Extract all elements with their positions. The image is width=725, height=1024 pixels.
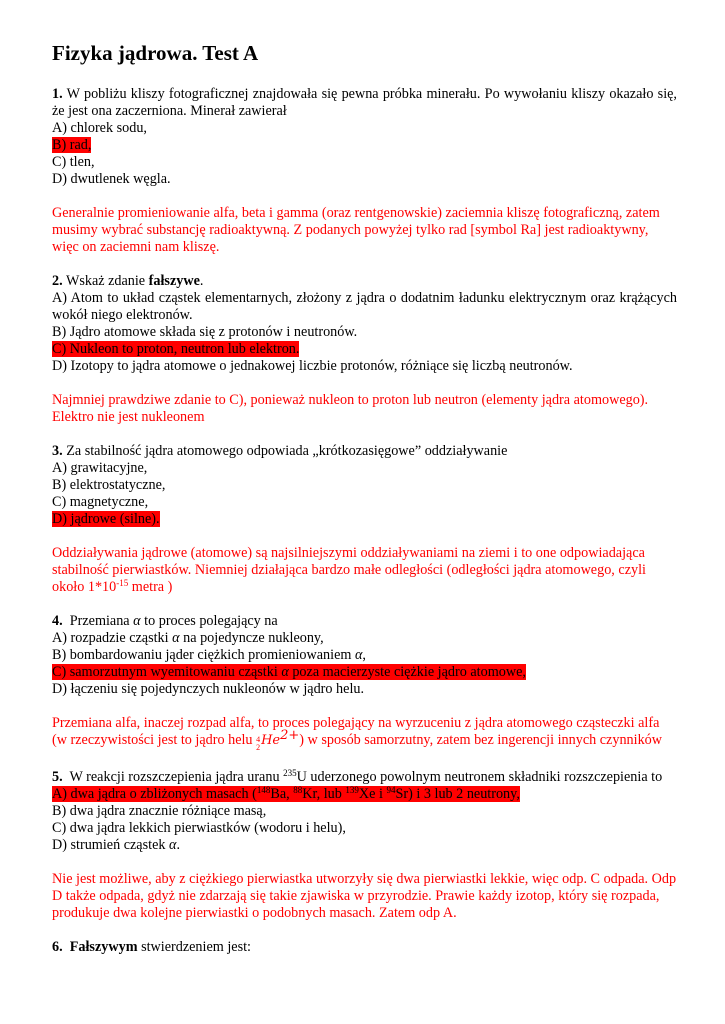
helium-nuclide-indices — [256, 736, 260, 752]
option-correct — [52, 786, 677, 803]
option: B) bombardowaniu jąder ciężkich promieniowaniem α, — [52, 647, 366, 663]
mass-number: 4 — [256, 735, 261, 744]
explanation-2: Najmniej prawdziwe zdanie to C), ponieważ nukleon to proton lub neutron (elementy jądra atomowego). Elektro nie jest nukleonem — [52, 392, 649, 425]
question-number: 1. — [52, 86, 63, 102]
question-2 — [52, 273, 677, 375]
mass-number: 235 — [283, 768, 297, 778]
mass-number: 139 — [345, 785, 359, 795]
option: D) strumień cząstek α. — [52, 837, 181, 853]
page-title: Fizyka jądrowa. Test A — [52, 41, 259, 65]
question-number: 4. — [52, 613, 63, 629]
question-1-stem — [52, 86, 677, 120]
question-2-stem — [52, 273, 677, 290]
alpha-symbol: α — [281, 664, 289, 680]
explanation-text: ) w sposób samorzutny, zatem bez ingerencji innych czynników — [299, 732, 663, 748]
explanation-4 — [52, 715, 677, 752]
question-text: . — [199, 273, 204, 289]
explanation-1: Generalnie promieniowanie alfa, beta i gamma (oraz rentgenowskie) zaciemnia kliszę fotograficzną, zatem musimy wybrać substancję radioaktywną. Z podanych powyżej tylko rad [symbol Ra] jest radioaktywny, więc on zaciemni nam kliszę. — [52, 205, 660, 255]
question-4-stem — [52, 613, 677, 630]
alpha-symbol: α — [354, 647, 363, 663]
question-text: stwierdzeniem jest: — [137, 939, 251, 955]
question-text: W reakcji rozszczepienia jądra uranu — [69, 769, 284, 785]
option: A) chlorek sodu, — [52, 120, 147, 136]
explanation-text: Przemiana alfa, inaczej rozpad alfa, to proces polegający na wyrzuceniu z jądra atomowego cząsteczki alfa (w rzeczywistości jest to jądro helu — [52, 715, 660, 748]
alpha-symbol: α — [172, 630, 180, 646]
option: B) dwa jądra znacznie różniące masą, — [52, 803, 267, 819]
option: C) tlen, — [52, 154, 95, 170]
question-1 — [52, 86, 677, 188]
mass-number: 94 — [386, 785, 396, 795]
question-number: 3. — [52, 443, 63, 459]
question-5-stem — [52, 769, 677, 786]
option: D) łączeniu się pojedynczych nukleonów w jądro helu. — [52, 681, 365, 697]
question-6 — [52, 939, 677, 956]
option: B) Jądro atomowe składa się z protonów i neutronów. — [52, 324, 358, 340]
question-number: 2. — [52, 273, 63, 289]
question-emphasis: fałszywe — [148, 273, 200, 289]
question-emphasis: Fałszywym — [69, 939, 138, 955]
answer-highlight: C) samorzutnym wyemitowaniu cząstki α poza macierzyste ciężkie jądro atomowe, — [52, 664, 526, 680]
exponent: -15 — [116, 578, 129, 588]
option-correct — [52, 664, 677, 681]
question-text: to proces polegający na — [140, 613, 278, 629]
charge: 2+ — [280, 728, 300, 743]
answer-highlight: D) jądrowe (silne). — [52, 511, 160, 527]
option: A) grawitacyjne, — [52, 460, 148, 476]
answer-highlight: A) dwa jądra o zbliżonych masach ($^{148}$Ba, $^{88}$Kr, lub $^{139}$Xe i $^{94}$Sr) i 3 lub 2 neutrony, — [52, 785, 520, 802]
question-number: 6. — [52, 939, 63, 955]
question-text: Przemiana — [69, 613, 134, 629]
option-correct — [52, 137, 677, 154]
question-text: Za stabilność jądra atomowego odpowiada „krótkozasięgowe” oddziaływanie — [66, 443, 508, 459]
question-text: Wskaż zdanie — [65, 273, 149, 289]
option: D) Izotopy to jądra atomowe o jednakowej liczbie protonów, różniące się liczbą neutronów. — [52, 358, 573, 374]
option: A) rozpadzie cząstki α na pojedyncze nukleony, — [52, 630, 324, 646]
option: D) dwutlenek węgla. — [52, 171, 171, 187]
atomic-number: 2 — [256, 743, 261, 752]
question-number: 5. — [52, 769, 63, 785]
explanation-3 — [52, 545, 677, 596]
mass-number: 88 — [293, 785, 303, 795]
option-correct — [52, 341, 677, 358]
explanation-text: Oddziaływania jądrowe (atomowe) są najsilniejszymi oddziaływaniami na ziemi i to one odpowiadająca stabilność pierwiastków. Niemniej działająca bardzo małe odległości (odległości jądra atomowego, czyli około 1*10 — [52, 545, 646, 595]
document-page — [52, 40, 677, 956]
question-4 — [52, 613, 677, 698]
answer-highlight: B) rad, — [52, 137, 92, 153]
option: B) elektrostatyczne, — [52, 477, 166, 493]
question-6-stem — [52, 939, 677, 956]
explanation-text: metra ) — [128, 579, 173, 595]
mass-number: 148 — [256, 785, 271, 795]
answer-highlight: C) Nukleon to proton, neutron lub elektron. — [52, 341, 300, 357]
helium-symbol: He — [261, 733, 281, 748]
explanation-5: Nie jest możliwe, aby z ciężkiego pierwiastka utworzyły się dwa pierwiastki lekkie, więc odp. C odpada. Odp D także odpada, gdyż nie zdarzają się takie zjawiska w przyrodzie. Prawie każdy izotop, który się rozpada, produkuje dwa kolejne pierwiastki o podobnych masach. Zatem odp A. — [52, 871, 677, 921]
question-3 — [52, 443, 677, 528]
question-text: U uderzonego powolnym neutronem składniki rozszczepienia to — [296, 769, 663, 785]
option: C) dwa jądra lekkich pierwiastków (wodoru i helu), — [52, 820, 346, 836]
question-3-stem — [52, 443, 677, 460]
alpha-symbol: α — [169, 837, 177, 853]
question-1-text: W pobliżu kliszy fotograficznej znajdowała się pewna próbka minerału. Po wywołaniu kliszy okazało się, że jest ona zaczerniona. Minerał zawierał — [52, 86, 677, 119]
alpha-symbol: α — [133, 613, 141, 629]
option: C) magnetyczne, — [52, 494, 149, 510]
option-correct — [52, 511, 677, 528]
question-5 — [52, 769, 677, 854]
option: A) Atom to układ cząstek elementarnych, złożony z jądra o dodatnim ładunku elektrycznym oraz krążących wokół niego elektronów. — [52, 290, 677, 323]
